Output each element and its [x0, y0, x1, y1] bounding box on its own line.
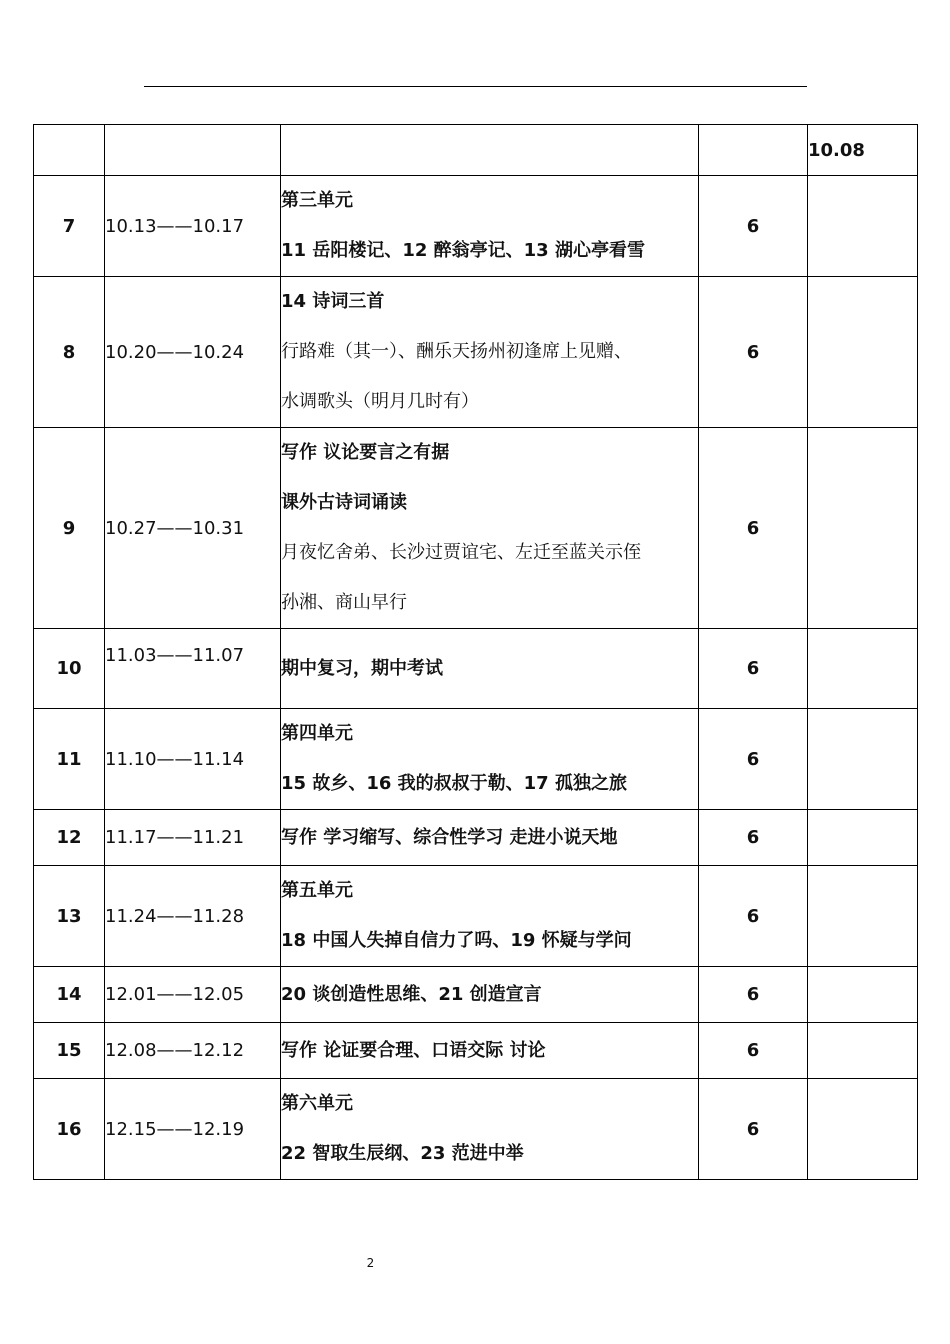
content-cell	[281, 866, 699, 967]
week-cell: 14	[34, 967, 105, 1023]
hours-cell: 6	[699, 709, 808, 810]
table-row	[34, 866, 918, 967]
table-row	[34, 1079, 918, 1180]
date-cell: 10.13——10.17	[105, 176, 281, 277]
hours-cell: 6	[699, 967, 808, 1023]
content-cell	[281, 176, 699, 277]
hours-cell: 6	[699, 1023, 808, 1079]
content-line: 第六单元	[281, 1093, 353, 1114]
table-row	[34, 967, 918, 1023]
hours-cell: 6	[699, 629, 808, 709]
content-line: 期中复习，期中考试	[281, 657, 443, 679]
week-cell	[34, 125, 105, 176]
week-cell: 8	[34, 277, 105, 428]
hours-cell	[699, 125, 808, 176]
content-cell	[281, 967, 699, 1023]
content-line: 15 故乡、16 我的叔叔于勒、17 孤独之旅	[281, 773, 627, 794]
content-cell	[281, 1023, 699, 1079]
date-cell: 12.15——12.19	[105, 1079, 281, 1180]
content-line: 课外古诗词诵读	[281, 492, 407, 513]
content-line: 11 岳阳楼记、12 醉翁亭记、13 湖心亭看雪	[281, 240, 645, 261]
content-line: 写作 议论要言之有据	[281, 442, 450, 463]
week-cell: 7	[34, 176, 105, 277]
content-cell	[281, 125, 699, 176]
hours-cell: 6	[699, 428, 808, 629]
date-cell: 10.27——10.31	[105, 428, 281, 629]
week-cell: 9	[34, 428, 105, 629]
week-cell: 11	[34, 709, 105, 810]
table-row	[34, 428, 918, 629]
content-line: 第三单元	[281, 190, 353, 211]
week-cell: 12	[34, 810, 105, 866]
date-cell: 11.24——11.28	[105, 866, 281, 967]
date-cell	[105, 125, 281, 176]
note-cell	[808, 810, 918, 866]
week-cell: 10	[34, 629, 105, 709]
content-line: 第四单元	[281, 723, 353, 744]
note-cell	[808, 1023, 918, 1079]
table-row	[34, 709, 918, 810]
content-line: 写作 论证要合理、口语交际 讨论	[281, 1039, 546, 1061]
hours-cell: 6	[699, 176, 808, 277]
hours-cell: 6	[699, 810, 808, 866]
content-cell	[281, 428, 699, 629]
content-line: 第五单元	[281, 880, 353, 901]
note-cell	[808, 629, 918, 709]
note-cell	[808, 709, 918, 810]
content-line: 月夜忆舍弟、长沙过贾谊宅、左迁至蓝关示侄	[281, 542, 641, 563]
table-row	[34, 125, 918, 176]
week-cell: 15	[34, 1023, 105, 1079]
date-cell: 12.08——12.12	[105, 1023, 281, 1079]
page-number: 2	[366, 1256, 375, 1270]
content-line: 22 智取生辰纲、23 范进中举	[281, 1143, 524, 1164]
content-line: 行路难（其一）、酬乐天扬州初逢席上见赠、	[281, 341, 632, 362]
content-line: 孙湘、商山早行	[281, 592, 407, 613]
note-cell	[808, 866, 918, 967]
hours-cell: 6	[699, 1079, 808, 1180]
schedule-body	[34, 125, 918, 1180]
table-row	[34, 629, 918, 709]
note-cell	[808, 277, 918, 428]
date-cell: 11.03——11.07	[105, 629, 281, 709]
table-row	[34, 277, 918, 428]
teaching-schedule-table	[33, 124, 918, 1180]
content-line: 14 诗词三首	[281, 291, 385, 312]
content-cell	[281, 709, 699, 810]
content-line: 水调歌头（明月几时有）	[281, 391, 479, 412]
content-cell	[281, 629, 699, 709]
content-line: 20 谈创造性思维、21 创造宣言	[281, 983, 542, 1005]
note-cell	[808, 176, 918, 277]
table-row	[34, 810, 918, 866]
content-cell	[281, 810, 699, 866]
week-cell: 16	[34, 1079, 105, 1180]
week-cell: 13	[34, 866, 105, 967]
header-rule	[144, 86, 807, 87]
date-cell: 10.20——10.24	[105, 277, 281, 428]
table-row	[34, 176, 918, 277]
note-cell: 10.08	[808, 125, 918, 176]
date-cell: 11.17——11.21	[105, 810, 281, 866]
note-cell	[808, 1079, 918, 1180]
table-row	[34, 1023, 918, 1079]
hours-cell: 6	[699, 277, 808, 428]
content-line: 18 中国人失掉自信力了吗、19 怀疑与学问	[281, 930, 632, 951]
date-cell: 11.10——11.14	[105, 709, 281, 810]
content-line: 写作 学习缩写、综合性学习 走进小说天地	[281, 826, 618, 848]
note-cell	[808, 967, 918, 1023]
content-cell	[281, 1079, 699, 1180]
content-cell	[281, 277, 699, 428]
hours-cell: 6	[699, 866, 808, 967]
note-cell	[808, 428, 918, 629]
date-cell: 12.01——12.05	[105, 967, 281, 1023]
